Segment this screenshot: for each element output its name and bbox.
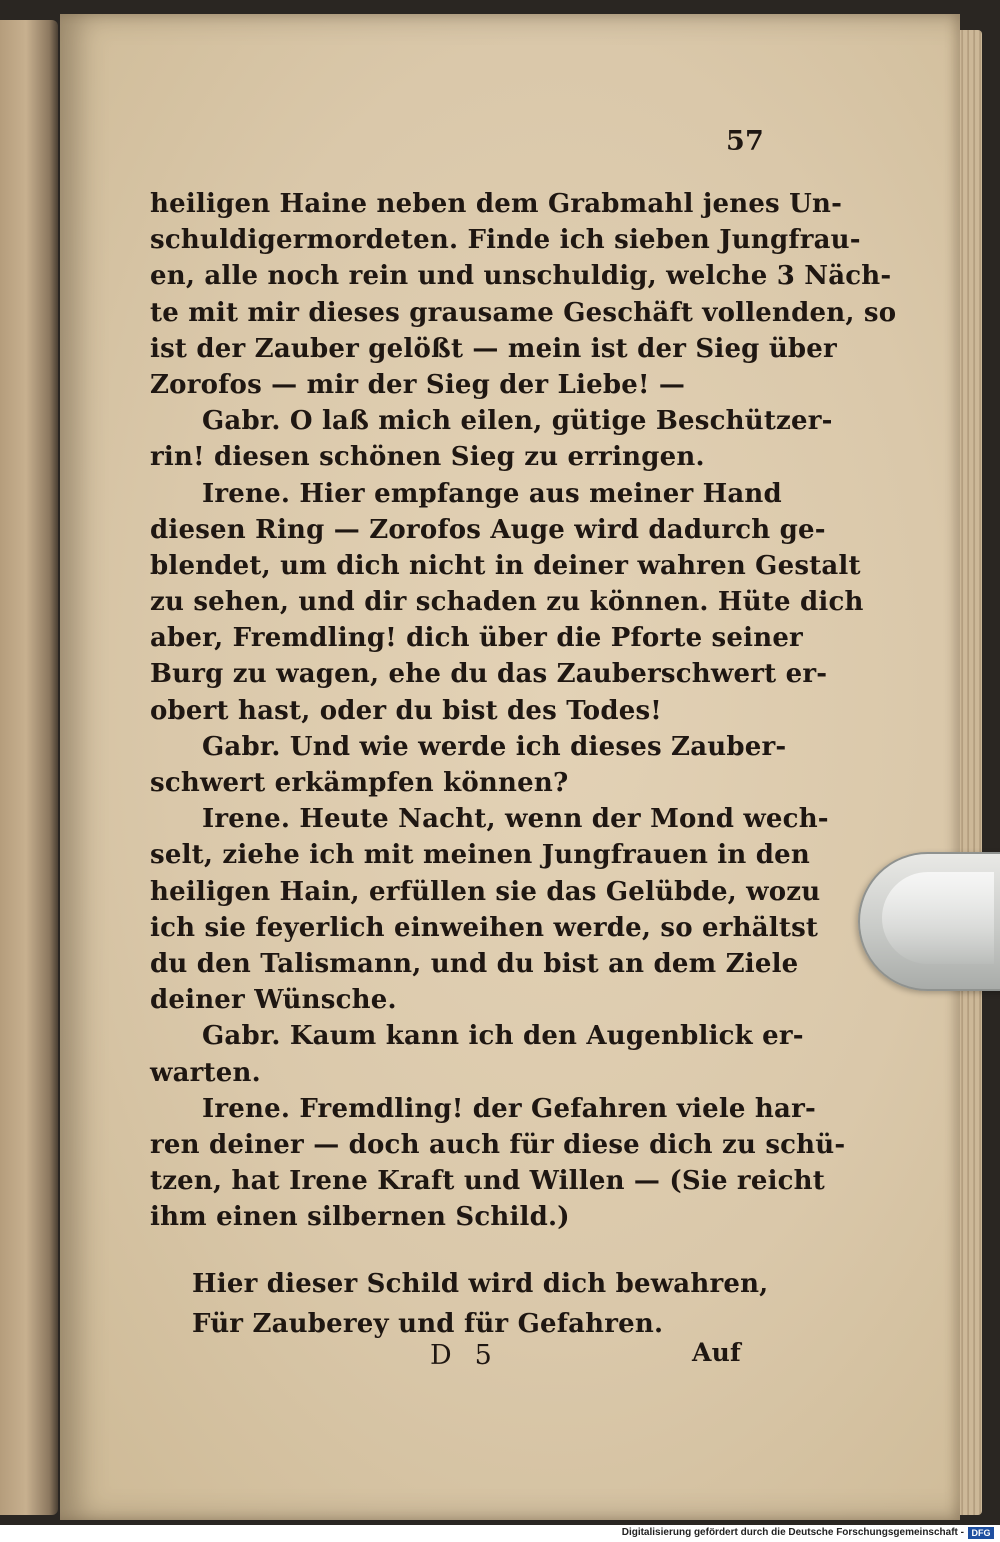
verse <box>192 1264 769 1344</box>
page-number: 57 <box>726 126 764 157</box>
text-line: Zorofos — mir der Sieg der Liebe! — <box>150 369 686 400</box>
text-line: schwert erkämpfen können? <box>150 768 569 798</box>
text-line: blendet, um dich nicht in deiner wahren Gestalt <box>150 550 861 581</box>
text-line: en, alle noch rein und unschuldig, welche 3 Näch- <box>150 261 892 292</box>
text-line: selt, ziehe ich mit meinen Jungfrauen in den <box>150 840 810 871</box>
text-line: aber, Fremdling! dich über die Pforte seiner <box>150 623 803 654</box>
text-line: obert hast, oder du bist des Todes! <box>150 695 662 726</box>
body-text <box>150 186 897 1235</box>
verse-line: Hier dieser Schild wird dich bewahren, <box>192 1269 769 1299</box>
text-line: ihm einen silbernen Schild.) <box>150 1202 570 1233</box>
text-line: zu sehen, und dir schaden zu können. Hüte dich <box>150 587 864 618</box>
text-line: ich sie feyerlich einweihen werde, so erhältst <box>150 912 819 943</box>
text-line: diesen Ring — Zorofos Auge wird dadurch ge- <box>150 514 826 545</box>
text-line: ren deiner — doch auch für diese dich zu schü- <box>150 1129 846 1160</box>
catchword: Auf <box>692 1338 741 1367</box>
text-line: heiligen Haine neben dem Grabmahl jenes Un- <box>150 189 843 219</box>
dialogue-line: Irene. Fremdling! der Gefahren viele har- <box>202 1093 816 1124</box>
text-line: Burg zu wagen, ehe du das Zauberschwert er- <box>150 659 828 690</box>
text-line: te mit mir dieses grausame Geschäft vollenden, so <box>150 297 897 328</box>
text-line: rin! diesen schönen Sieg zu erringen. <box>150 442 705 473</box>
dialogue-line: Gabr. O laß mich eilen, gütige Beschützer- <box>202 406 833 437</box>
text-line: heiligen Hain, erfüllen sie das Gelübde, wozu <box>150 876 821 907</box>
signature-mark: D 5 <box>430 1340 493 1371</box>
dfg-logo: DFG <box>968 1527 994 1539</box>
text-line: du den Talismann, und du bist an dem Ziele <box>150 948 799 979</box>
page-clip-tab <box>858 852 1000 991</box>
text-line: schuldigermordeten. Finde ich sieben Jungfrau- <box>150 225 861 256</box>
verse-line: Für Zauberey und für Gefahren. <box>192 1309 664 1339</box>
text-line: warten. <box>150 1057 261 1088</box>
footer-credit: Digitalisierung gefördert durch die Deutsche Forschungsgemeinschaft - <box>621 1527 964 1538</box>
dialogue-line: Gabr. Kaum kann ich den Augenblick er- <box>202 1021 804 1052</box>
text-line: deiner Wünsche. <box>150 985 397 1016</box>
dialogue-line: Irene. Heute Nacht, wenn der Mond wech- <box>202 804 829 835</box>
left-page-edge <box>0 20 58 1515</box>
text-line: tzen, hat Irene Kraft und Willen — (Sie reicht <box>150 1166 825 1197</box>
dialogue-line: Irene. Hier empfange aus meiner Hand <box>202 478 782 509</box>
dialogue-line: Gabr. Und wie werde ich dieses Zauber- <box>202 731 787 762</box>
text-line: ist der Zauber gelößt — mein ist der Sieg über <box>150 333 837 364</box>
